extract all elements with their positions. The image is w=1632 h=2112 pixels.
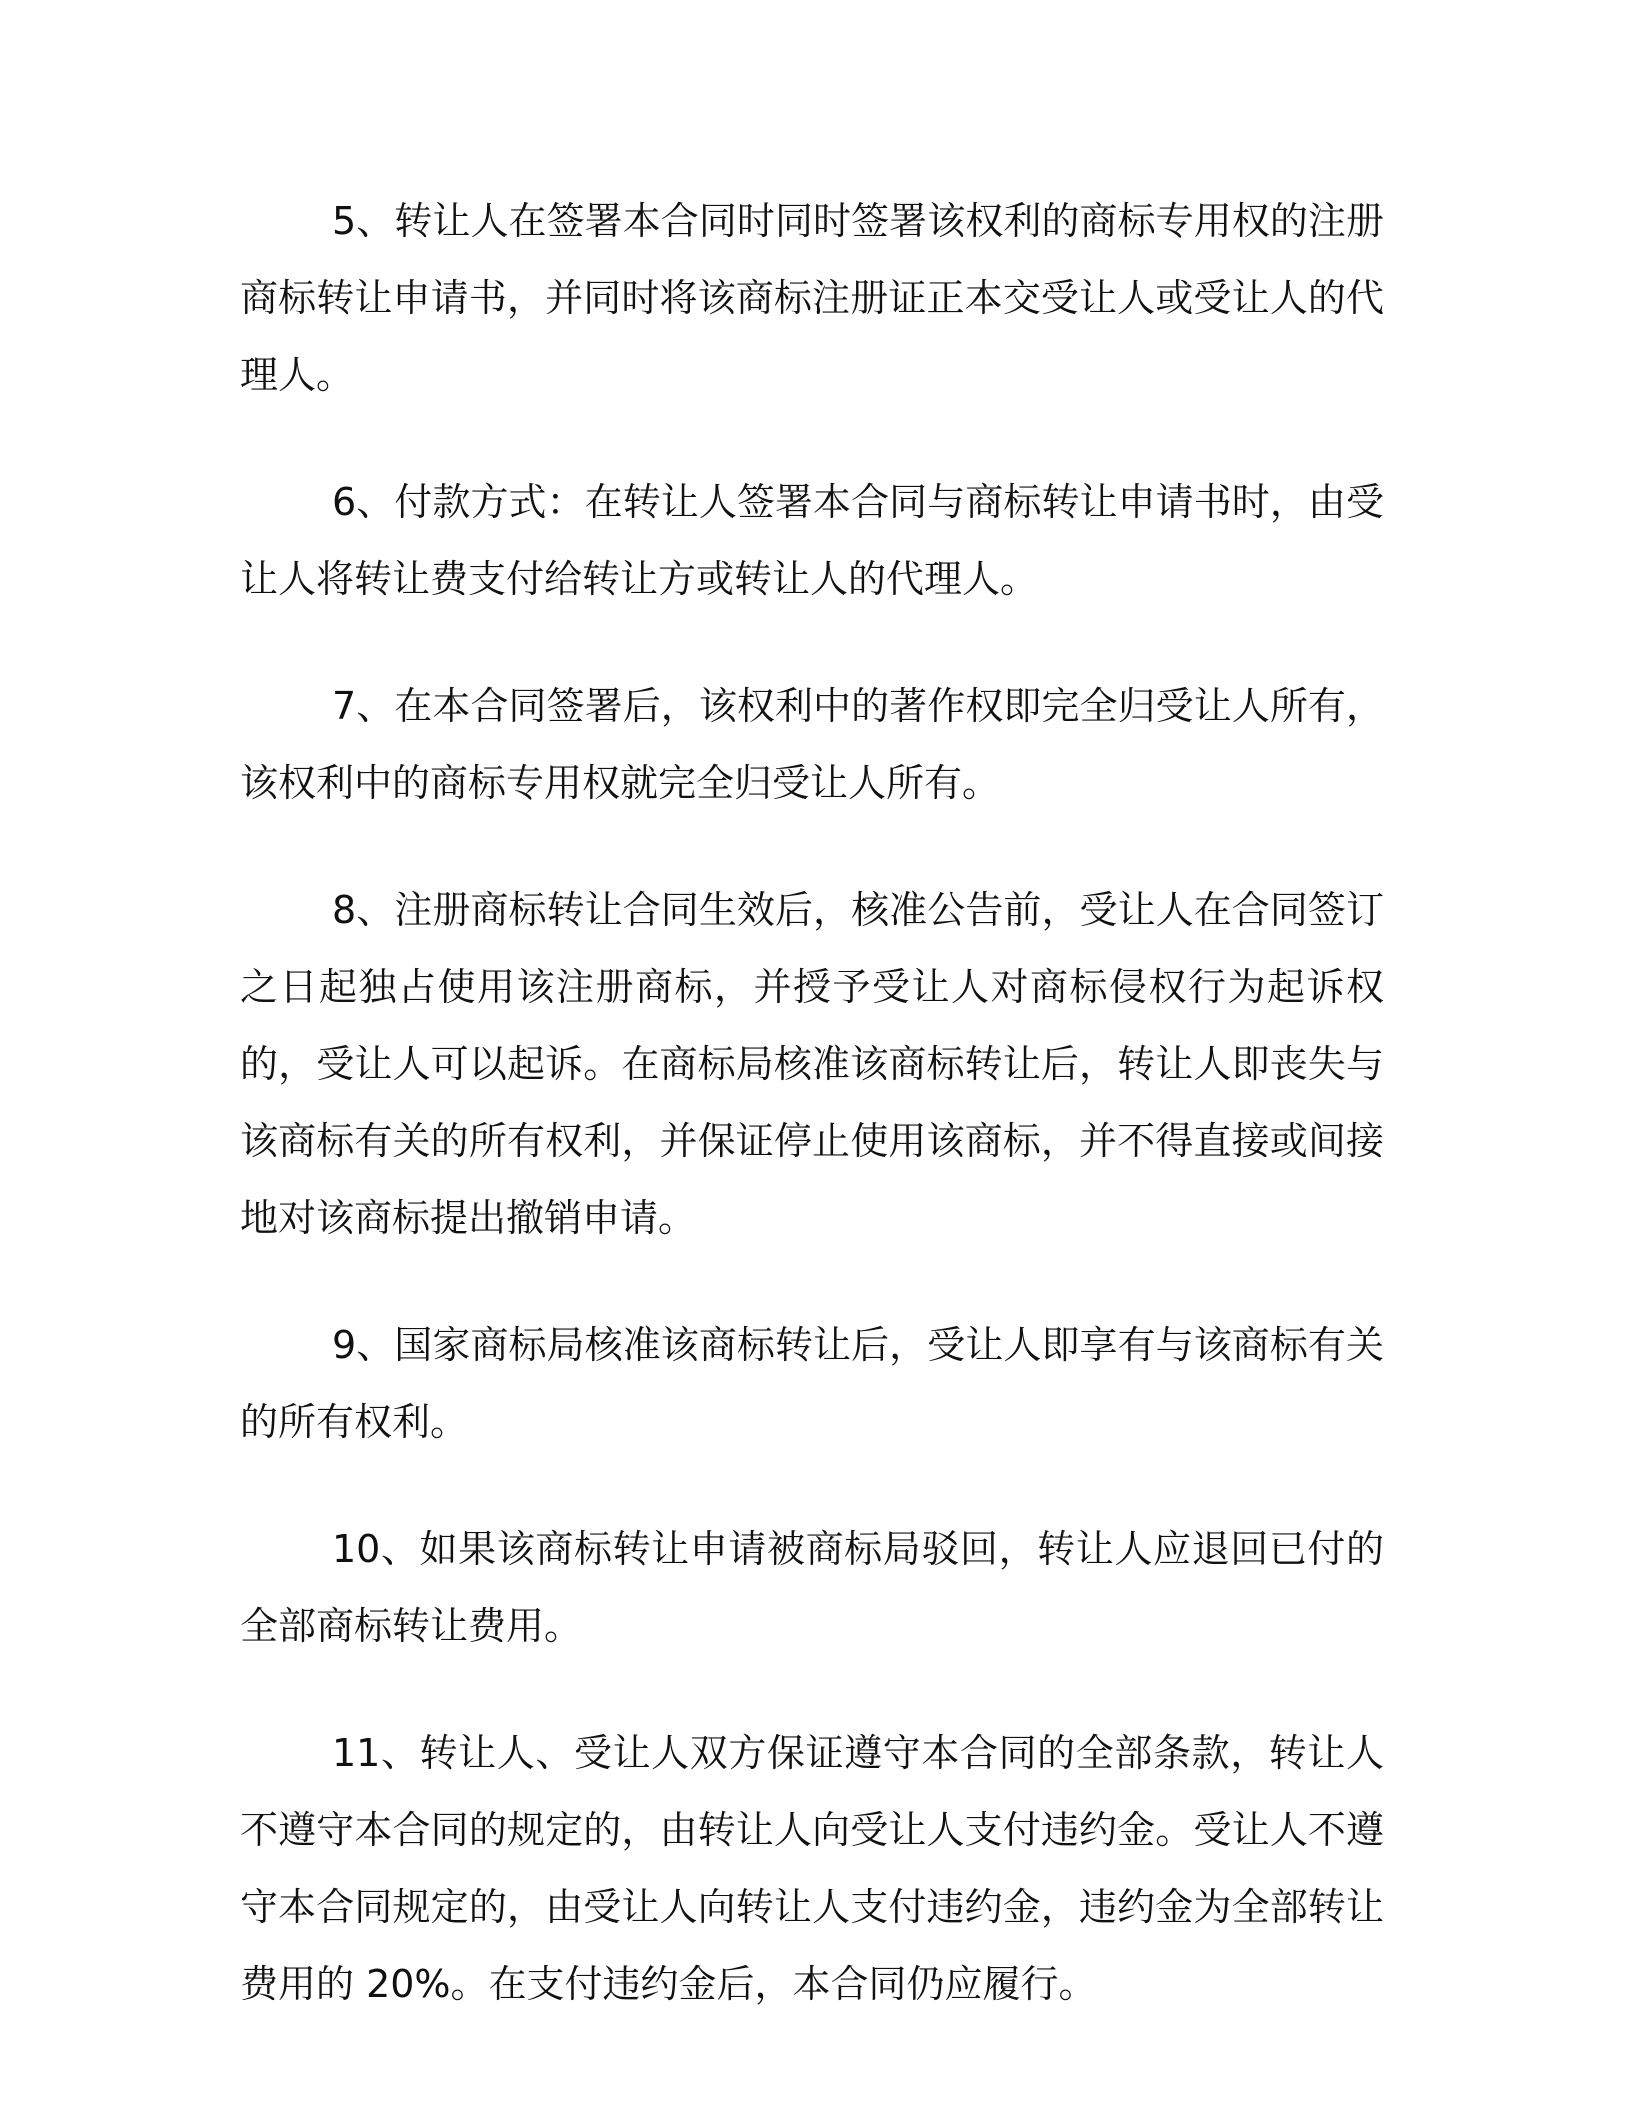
clause-6: 6、付款方式：在转让人签署本合同与商标转让申请书时，由受让人将转让费支付给转让方或转让人的代理人。 — [240, 480, 1384, 601]
clause-8: 8、注册商标转让合同生效后，核准公告前，受让人在合同签订之日起独占使用该注册商标，并授予受让人对商标侵权行为起诉权的，受让人可以起诉。在商标局核准该商标转让后，转让人即丧失与该商标有关的所有权利，并保证停止使用该商标，并不得直接或间接地对该商标提出撤销申请。 — [240, 888, 1384, 1240]
clause-10: 10、如果该商标转让申请被商标局驳回，转让人应退回已付的全部商标转让费用。 — [240, 1527, 1384, 1648]
clause-11: 11、转让人、受让人双方保证遵守本合同的全部条款，转让人不遵守本合同的规定的，由转让人向受让人支付违约金。受让人不遵守本合同规定的，由受让人向转让人支付违约金，违约金为全部转让费用的 20%。在支付违约金后，本合同仍应履行。 — [240, 1731, 1384, 2006]
document-body — [240, 183, 1384, 2073]
clause-7: 7、在本合同签署后，该权利中的著作权即完全归受让人所有，该权利中的商标专用权就完全归受让人所有。 — [240, 684, 1384, 805]
clause-5: 5、转让人在签署本合同时同时签署该权利的商标专用权的注册商标转让申请书，并同时将该商标注册证正本交受让人或受让人的代理人。 — [240, 199, 1384, 397]
clause-9: 9、国家商标局核准该商标转让后，受让人即享有与该商标有关的所有权利。 — [240, 1323, 1384, 1444]
